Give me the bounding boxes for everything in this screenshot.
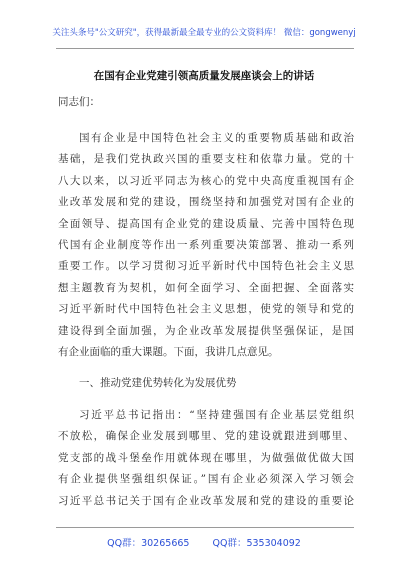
footer-qq-group-2: QQ群：535304092 [212,538,301,549]
paragraph-line: 党支部的战斗堡垒作用就体现在哪里，为做强做优做大国 [58,451,354,464]
footer [0,535,408,549]
footer-qq-group-1: QQ群：30265665 [107,538,190,549]
paragraph-line: 八大以来，以习近平同志为核心的党中央高度重视国有企 [58,174,354,187]
paragraph-line: 习近平总书记指出：“坚持建强国有企业基层党组织 [79,409,354,421]
paragraph-line: 有企业提供坚强组织保证。”国有企业必须深入学习领会 [58,473,354,486]
paragraph-line: 有企业面临的重大课题。下面，我讲几点意见。 [58,346,279,359]
paragraph-line: 代国有企业制度等作出一系列重要决策部署、推动一系列 [58,239,354,252]
paragraph-line: 重要工作。以学习贯彻习近平新时代中国特色社会主义思 [58,260,354,273]
paragraph-2 [58,405,354,512]
salutation: 同志们： [58,96,100,108]
paragraph-line: 习近平新时代中国特色社会主义思想，使党的领导和党的 [58,303,354,316]
footer-divider [56,527,354,528]
paragraph-line: 不放松，确保企业发展到哪里、党的建设就跟进到哪里、 [58,430,354,443]
paragraph-line: 基础，是我们党执政兴国的重要支柱和依靠力量。党的十 [58,153,354,166]
header-note: 关注头条号"公文研究"，获得最新最全最专业的公文资料库！ 微信：gongwenyj [52,28,356,38]
paragraph-line: 国有企业是中国特色社会主义的重要物质基础和政治 [79,132,354,144]
header-divider [56,48,354,49]
document-title: 在国有企业党建引领高质量发展座谈会上的讲话 [93,70,315,82]
paragraph-line: 习近平总书记关于国有企业改革发展和党的建设的重要论 [58,494,354,507]
paragraph-line: 想主题教育为契机，如何全面学习、全面把握、全面落实 [58,281,354,294]
paragraph-line: 建设得到全面加强，为企业改革发展提供坚强保证，是国 [58,324,354,337]
paragraph-1 [58,128,354,363]
paragraph-line: 业改革发展和党的建设，围绕坚持和加强党对国有企业的 [58,196,354,209]
paragraph-line: 全面领导、提高国有企业党的建设质量、完善中国特色现 [58,217,354,230]
section-heading: 一、推动党建优势转化为发展优势 [79,377,237,389]
